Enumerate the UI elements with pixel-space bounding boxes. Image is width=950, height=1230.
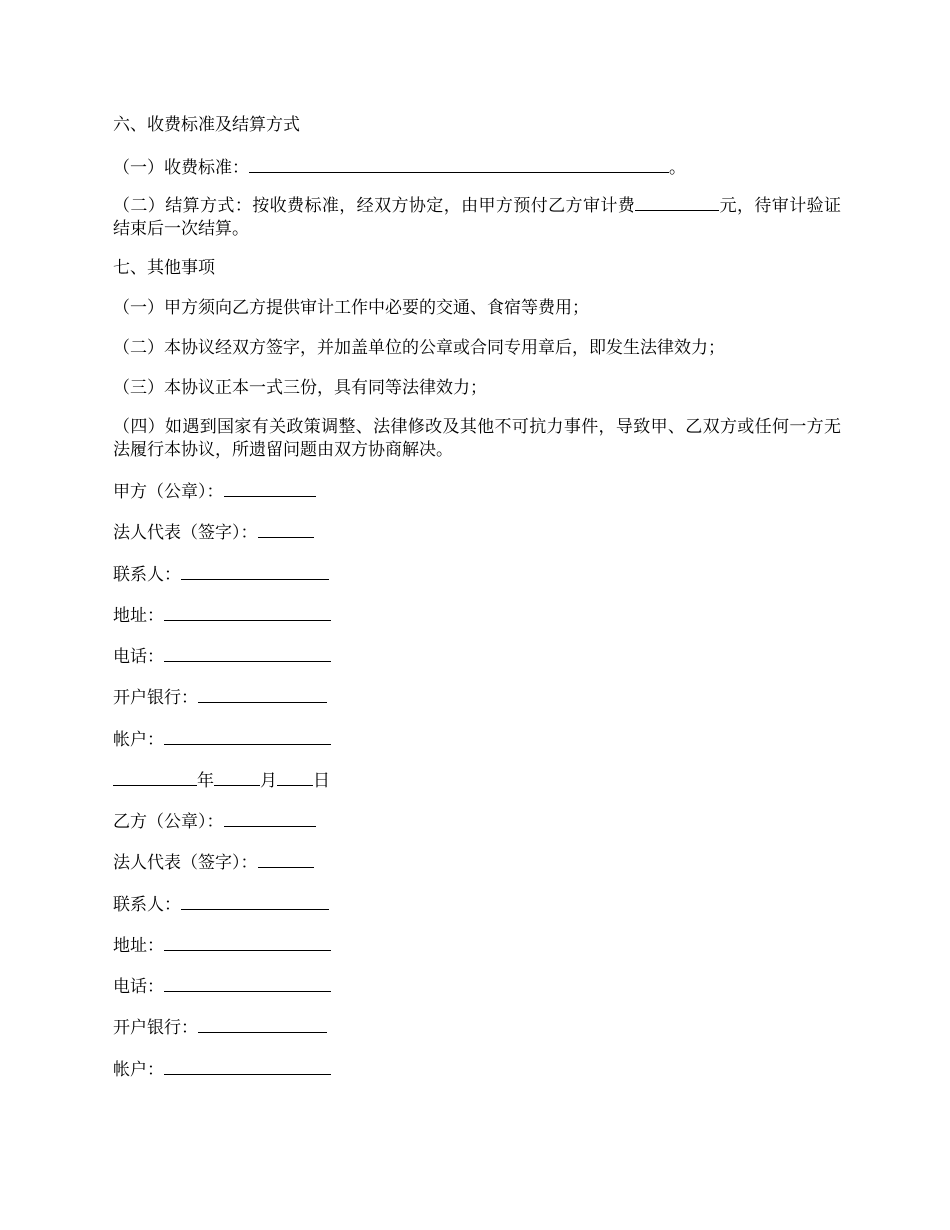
prepaid-fee-blank — [635, 194, 719, 211]
party-a-bank-blank — [198, 686, 327, 703]
section6-heading: 六、收费标准及结算方式 — [113, 115, 300, 135]
section7-item: （四）如遇到国家有关政策调整、法律修改及其他不可抗力事件，导致甲、乙双方或任何一方无法履行本协议，所遗留问题由双方协商解决。 — [113, 417, 841, 460]
party-b-legal-rep-label: 法人代表（签字）： — [113, 853, 258, 873]
party-a-phone-blank — [164, 645, 331, 662]
party-b-phone-line — [113, 975, 331, 998]
fee-standard-label: （一）收费标准： — [113, 158, 249, 178]
party-b-bank-label: 开户银行： — [113, 1018, 198, 1038]
party-b-account-label: 帐户： — [113, 1060, 164, 1080]
party-a-contact-line — [113, 563, 329, 586]
party-a-legal-rep-label: 法人代表（签字）： — [113, 523, 258, 543]
date-line — [113, 769, 330, 792]
party-b-bank-blank — [198, 1016, 327, 1033]
party-a-account-label: 帐户： — [113, 730, 164, 750]
party-b-account-blank — [164, 1058, 331, 1075]
party-a-address-line — [113, 604, 331, 627]
fee-standard-blank — [249, 156, 669, 173]
party-a-address-label: 地址： — [113, 606, 164, 626]
party-b-phone-blank — [164, 975, 331, 992]
party-a-seal-line — [113, 480, 316, 503]
party-a-bank-line — [113, 686, 327, 709]
fee-standard-suffix: 。 — [669, 158, 686, 178]
section7-item: （一）甲方须向乙方提供审计工作中必要的交通、食宿等费用； — [113, 298, 589, 318]
party-b-address-blank — [164, 934, 331, 951]
settlement-text-end: 元，待审计验证结束后一次结算。 — [113, 196, 842, 239]
party-a-address-blank — [164, 604, 331, 621]
party-a-contact-label: 联系人： — [113, 565, 181, 585]
party-b-seal-label: 乙方（公章）： — [113, 812, 224, 832]
party-b-seal-line — [113, 810, 316, 833]
year-label: 年 — [197, 771, 214, 791]
party-b-bank-line — [113, 1016, 327, 1039]
party-b-seal-blank — [224, 810, 316, 827]
party-a-phone-label: 电话： — [113, 647, 164, 667]
section7-heading: 七、其他事项 — [113, 258, 215, 278]
party-b-address-line — [113, 934, 331, 957]
month-blank — [214, 769, 260, 786]
party-b-legal-rep-blank — [258, 851, 314, 868]
party-b-legal-rep-line — [113, 851, 314, 874]
party-a-phone-line — [113, 645, 331, 668]
settlement-paragraph — [113, 194, 841, 241]
party-b-contact-blank — [181, 893, 329, 910]
party-b-address-label: 地址： — [113, 936, 164, 956]
party-b-account-line — [113, 1058, 331, 1081]
party-a-contact-blank — [181, 563, 329, 580]
fee-standard-line — [113, 156, 686, 179]
day-label: 日 — [313, 771, 330, 791]
day-blank — [277, 769, 313, 786]
party-b-contact-line — [113, 893, 329, 916]
party-a-seal-label: 甲方（公章）： — [113, 482, 224, 502]
party-a-bank-label: 开户银行： — [113, 688, 198, 708]
section7-item: （三）本协议正本一式三份，具有同等法律效力； — [113, 378, 487, 398]
party-a-legal-rep-blank — [258, 521, 314, 538]
section7-item: （二）本协议经双方签字，并加盖单位的公章或合同专用章后，即发生法律效力； — [113, 338, 725, 358]
party-b-phone-label: 电话： — [113, 977, 164, 997]
settlement-text: （二）结算方式：按收费标准，经双方协定，由甲方预付乙方审计费 — [113, 196, 636, 216]
party-b-contact-label: 联系人： — [113, 895, 181, 915]
party-a-seal-blank — [224, 480, 316, 497]
party-a-account-line — [113, 728, 331, 751]
party-a-legal-rep-line — [113, 521, 314, 544]
year-blank — [113, 769, 197, 786]
party-a-account-blank — [164, 728, 331, 745]
month-label: 月 — [260, 771, 277, 791]
